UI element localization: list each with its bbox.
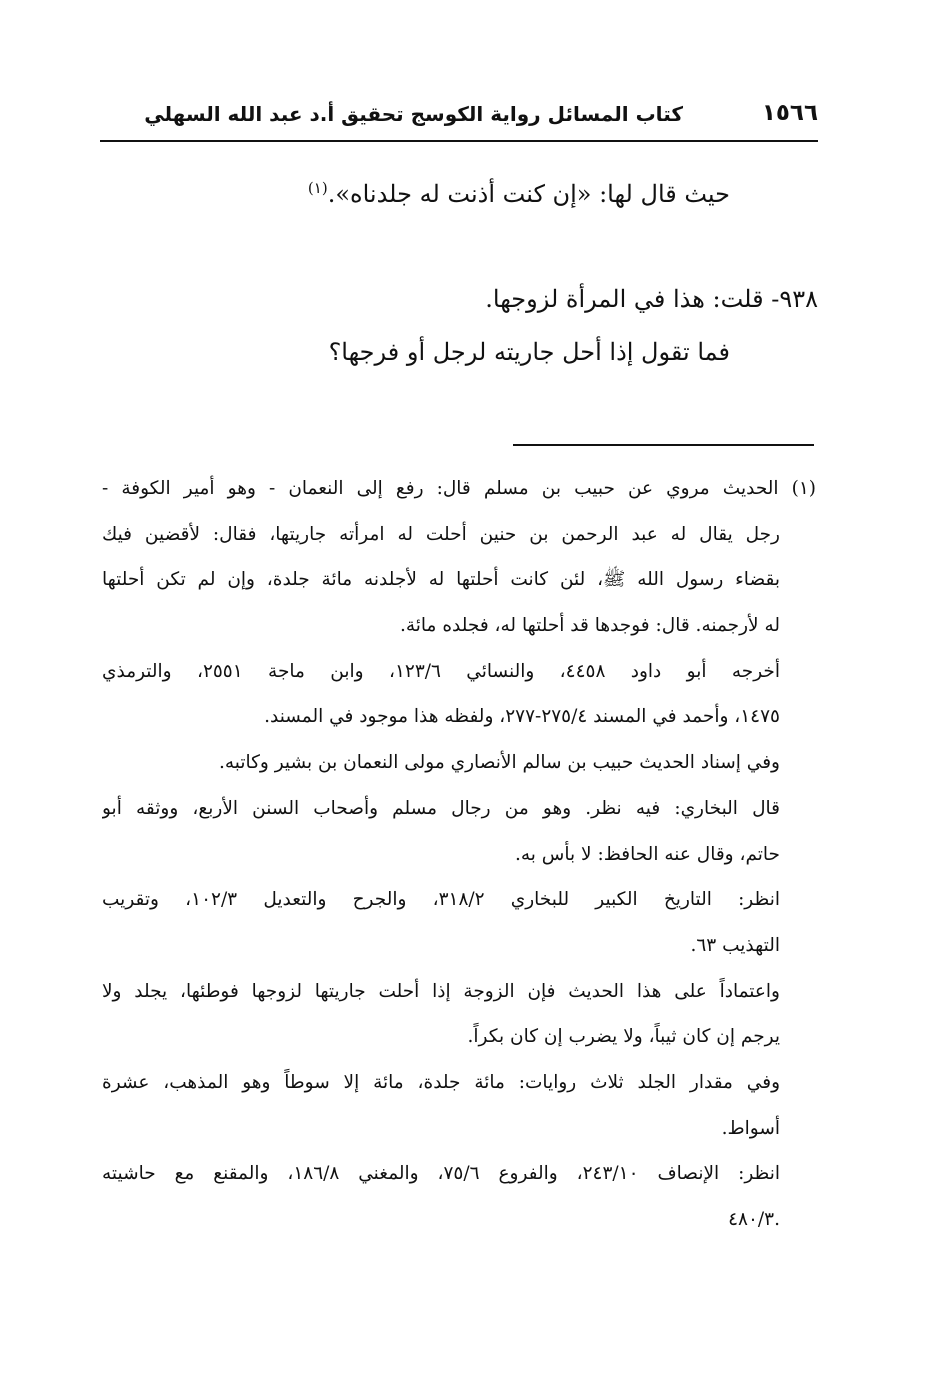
page-header [100, 92, 818, 138]
main-text-line-1-content: حيث قال لها: «إن كنت أذنت له جلدناه». [327, 180, 730, 208]
question-938-line-2: فما تقول إذا أحل جاريته لرجل أو فرجها؟ [328, 338, 730, 366]
footnote-line: وفي مقدار الجلد ثلاث روايات: مائة جلدة، مائة إلا سوطاً وهو المذهب، عشرة [102, 1071, 780, 1093]
footnote-line: أخرجه أبو داود ٤٤٥٨، والنسائي ١٢٣/٦، وابن ماجة ٢٥٥١، والترمذي [102, 660, 781, 682]
footnote-line: واعتماداً على هذا الحديث فإن الزوجة إذا أحلت جاريتها لزوجها فوطئها، يجلد ولا [102, 980, 780, 1002]
header-divider [100, 140, 818, 142]
main-text-line-1 [308, 180, 730, 208]
footnote-marker: (١) [307, 179, 328, 197]
footnote-line: أسواط. [721, 1117, 780, 1139]
footnote-line: رجل يقال له عبد الرحمن بن حنين أحلت له امرأته جاريتها، فقال: لأقضين فيك [102, 523, 780, 545]
footnote-line: يرجم إن كان ثيباً، ولا يضرب إن كان بكراً. [467, 1026, 780, 1048]
footnote-line: بقضاء رسول الله ﷺ، لئن كانت أحلتها له لأجلدنه مائة جلدة، وإن لم تكن أحلتها [102, 569, 780, 591]
footnotes [102, 466, 816, 1243]
footnote-line: له لأرجمنه. قال: فوجدها قد أحلتها له، فجلده مائة. [399, 615, 780, 637]
footnote-line: قال البخاري: فيه نظر. وهو من رجال مسلم وأصحاب السنن الأربع، ووثقه أبو [102, 797, 780, 819]
footnote-divider [513, 444, 814, 446]
footnote-line: التهذيب ٦٣. [690, 934, 780, 956]
page-number: ١٥٦٦ [761, 100, 818, 126]
footnote-line: حاتم، وقال عنه الحافظ: لا بأس به. [514, 843, 780, 865]
question-938: ٩٣٨- قلت: هذا في المرأة لزوجها. [485, 285, 818, 313]
book-title: كتاب المسائل رواية الكوسج تحقيق أ.د عبد الله السهلي [144, 102, 683, 126]
footnote-line: (١) الحديث مروي عن حبيب بن مسلم قال: رفع إلى النعمان - وهو أمير الكوفة - [102, 478, 816, 499]
footnote-line: انظر: الإنصاف ٢٤٣/١٠، والفروع ٧٥/٦، والمغني ١٨٦/٨، والمقنع مع حاشيته [102, 1163, 780, 1185]
footnote-line: ١٤٧٥، وأحمد في المسند ٢٧٥/٤-٢٧٧، ولفظه هذا موجود في المسند. [264, 706, 780, 728]
footnote-line: انظر: التاريخ الكبير للبخاري ٣١٨/٢، والجرح والتعديل ١٠٢/٣، وتقريب [102, 889, 780, 911]
footnote-line: وفي إسناد الحديث حبيب بن سالم الأنصاري مولى النعمان بن بشير وكاتبه. [218, 752, 780, 774]
footnote-line: .٤٨٠/٣ [728, 1209, 780, 1230]
